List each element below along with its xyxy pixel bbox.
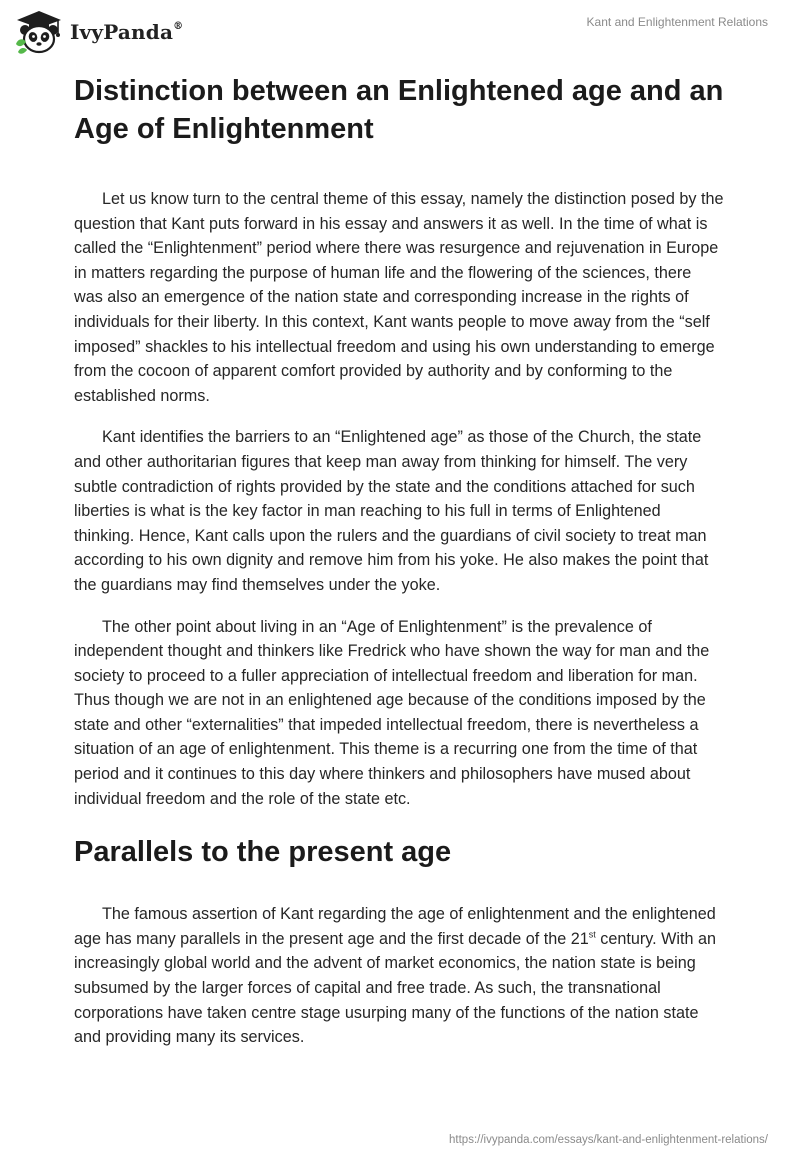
page-header <box>0 0 800 60</box>
source-url[interactable]: https://ivypanda.com/essays/kant-and-enlightenment-relations/ <box>449 1134 768 1146</box>
section-heading-distinction: Distinction between an Enlightened age and an Age of Enlightenment <box>74 75 724 145</box>
logo[interactable] <box>14 8 183 56</box>
paragraph: Kant identifies the barriers to an “Enlightened age” as those of the Church, the state and other authoritarian figures that keep man away from thinking for himself. The very subtle contradiction of rights provided by the state and the conditions attached for such liberties is what is the key factor in man reaching to his full in terms of Enlightened thinking. Hence, Kant calls upon the rulers and the guardians of civil society to treat man according to his own dignity and remove him from his yoke. He also makes the point that the guardians may find themselves under the yoke. <box>74 428 709 594</box>
logo-text: IvyPanda® <box>70 20 184 44</box>
section-heading-parallels: Parallels to the present age <box>74 836 452 869</box>
paragraph: The other point about living in an “Age of Enlightenment” is the prevalence of independent thought and thinkers like Fredrick who have shown the way for man and the society to proceed to a fuller appreciation of intellectual freedom and liberation for man. Thus though we are not in an enlightened age because of the conditions imposed by the state and other “externalities” that impeded intellectual freedom, there is nevertheless a situation of an age of enlightenment. This theme is a recurring one from the time of that period and it continues to this day where thinkers and philosophers have mused about individual freedom and the role of the state etc. <box>74 617 710 808</box>
paragraph <box>74 902 724 1050</box>
registered-mark: ® <box>173 21 184 33</box>
essay-content <box>74 72 724 1050</box>
document-title: Kant and Enlightenment Relations <box>586 15 768 29</box>
ordinal-superscript: st <box>588 929 596 940</box>
paragraph-text: century. With an increasingly global world and the advent of market economics, the nation state is being subsumed by the larger forces of capital and free trade. As such, the transnational corporations have taken centre stage usurping many of the functions of the nation state and providing many its services. <box>74 929 717 1047</box>
panda-logo-icon <box>14 8 64 56</box>
paragraph-text: The famous assertion of Kant regarding the age of enlightenment and the enlightened age has many parallels in the present age and the first decade of the 21 <box>74 905 716 948</box>
paragraph: Let us know turn to the central theme of this essay, namely the distinction posed by the question that Kant puts forward in his essay and answers it as well. In the time of what is called the “Enlightenment” period where there was resurgence and rejuvenation in Europe in matters regarding the purpose of human life and the flowering of the sciences, there was also an emergence of the nation state and corresponding increase in the rights of individuals for their liberty. In this context, Kant wants people to move away from the “self imposed” shackles to his intellectual freedom and using his own understanding to emerge from the cocoon of apparent comfort provided by authority and by conforming to the established norms. <box>74 190 724 405</box>
